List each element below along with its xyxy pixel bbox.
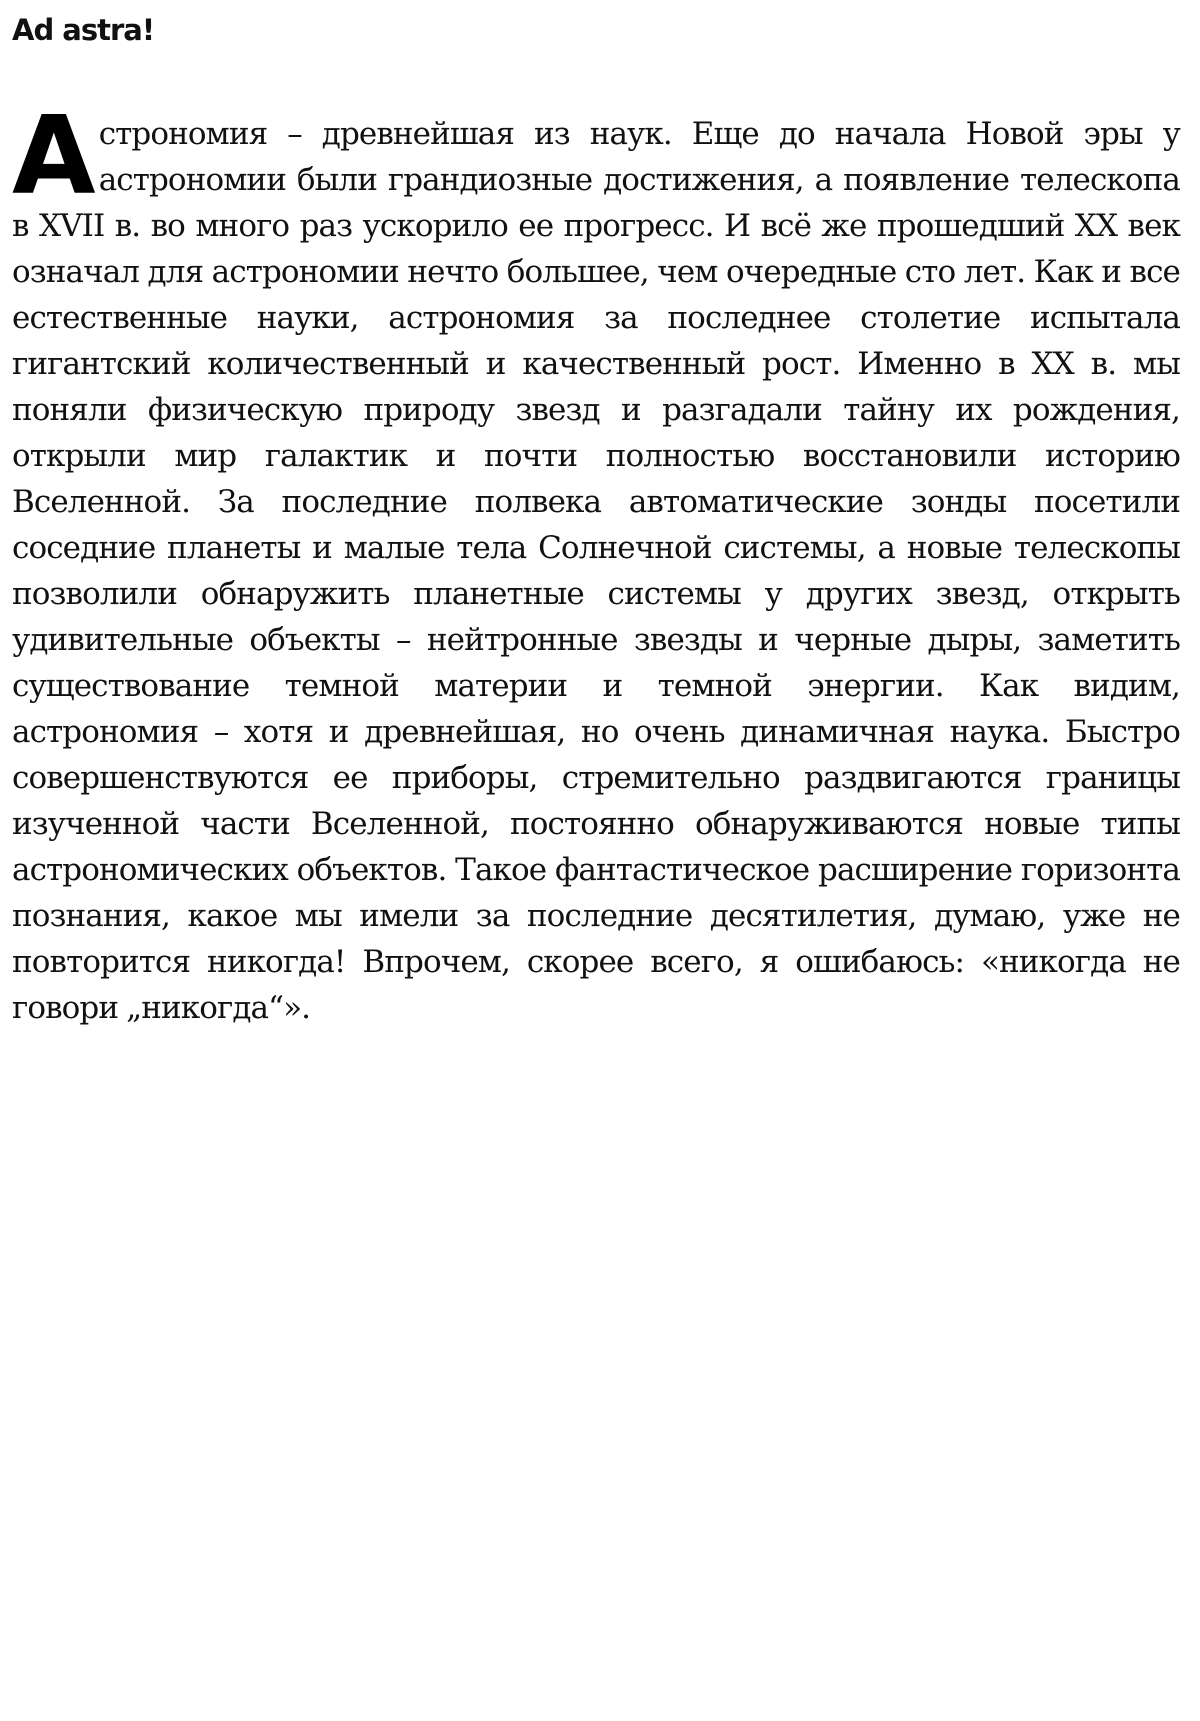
drop-cap-letter: А — [12, 94, 95, 219]
section-title: Ad astra! — [12, 13, 155, 47]
paragraph-text: строномия – древнейшая из наук. Еще до начала Новой эры у астрономии были грандиозные достижения, а появление телескопа в XVII в. во много раз ускорило ее прогресс. И всё же прошедший XX век означал для астрономии нечто большее, чем очередные сто лет. Как и все естественные науки, астрономия за последнее столетие испытала гигантский количественный и качественный рост. Именно в XX в. мы поняли физическую природу звезд и разгадали тайну их рождения, открыли мир галактик и почти полностью восстановили историю Вселенной. За последние полвека автоматические зонды посетили соседние планеты и малые тела Солнечной системы, а новые телескопы позволили обнаружить планетные системы у других звезд, открыть удивительные объекты – нейтронные звезды и черные дыры, заметить существование темной материи и темной энергии. Как видим, астрономия – хотя и древнейшая, но очень динамичная наука. Быстро совершенствуются ее приборы, стремительно раздвигаются границы изученной части Вселенной, постоянно обнаруживаются новые типы астрономических объектов. Такое фантастическое расширение горизонта познания, какое мы имели за последние десятилетия, думаю, уже не повторится никогда! Впрочем, скорее всего, я ошибаюсь: «никогда не говори „никогда“». — [12, 116, 1180, 1026]
body-paragraph — [12, 94, 1180, 1031]
